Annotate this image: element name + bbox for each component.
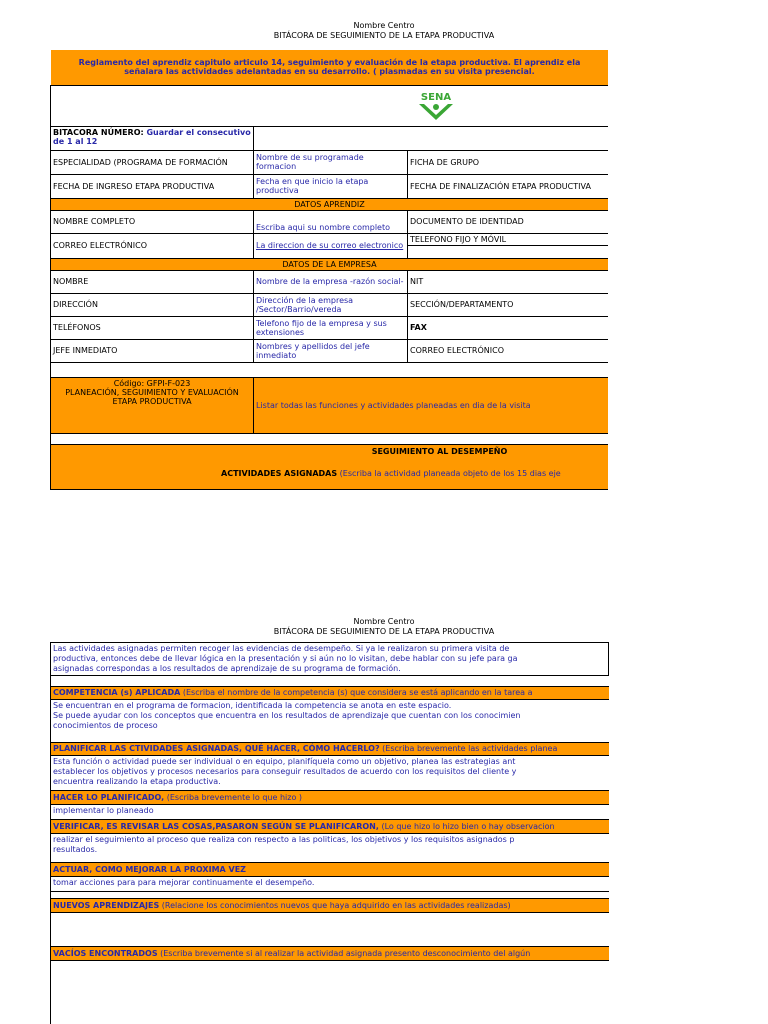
- especialidad-input[interactable]: Nombre de su programade formacion: [254, 150, 408, 174]
- competencia-header: COMPETENCIA (s) APLICADA (Escriba el nombre de la competencia (s) que considera se está aplicando en la tarea a: [51, 686, 609, 700]
- telefono-cell: [408, 233, 609, 258]
- intro-text: Las actividades asignadas permiten recoger las evidencias de desempeño. Si ya le realizaron su primera visita de productiva, entonces debe de llevar lógica en la presentación y si aún no lo visitan, debe hablar con su jefe para ga asignadas correspondas a los resultados de aprendizaje de su programa de formación.: [51, 642, 609, 676]
- verificar-header: VERIFICAR, ES REVISAR LAS COSAS,PASARON SEGÚN SE PLANIFICARON, (Lo que hizo lo hizo bien o hay observacion: [51, 820, 609, 834]
- vacios-body[interactable]: [51, 961, 609, 1001]
- page2-header: [50, 617, 718, 637]
- correo2-label: CORREO ELECTRÓNICO: [408, 339, 609, 362]
- verificar-body[interactable]: realizar el seguimiento al proceso que realiza con respecto a las politicas, los objetivos y los requisitos asignados p resultados.: [51, 834, 609, 863]
- fax-label: FAX: [408, 316, 609, 339]
- direccion-label: DIRECCIÓN: [51, 293, 254, 316]
- telefono-label: TELEFONO FIJO Y MÓVIL: [408, 234, 608, 246]
- actuar-header: ACTUAR, COMO MEJORAR LA PROXIMA VEZ: [51, 863, 609, 877]
- competencia-body[interactable]: Se encuentran en el programa de formacion, identificada la competencia se anota en este espacio. Se puede ayudar con los conceptos que encuentra en los resultados de aprendizaje que cuentan con los conocimien conocimientos de proceso: [53, 701, 521, 730]
- page1-sheet: [50, 50, 608, 490]
- bitacora-number-cell: BITACORA NÚMERO: Guardar el consecutivo de 1 al 12: [51, 126, 254, 150]
- center-name-2: Nombre Centro: [353, 617, 415, 626]
- nuevos-aprendizajes-header: NUEVOS APRENDIZAJES (Relacione los conocimientos nuevos que haya adquirido en las actividades realizadas): [51, 898, 609, 913]
- document-title-2: BITÁCORA DE SEGUIMIENTO DE LA ETAPA PRODUCTIVA: [273, 627, 495, 636]
- correo-label: CORREO ELECTRÓNICO: [51, 233, 254, 258]
- hacer-header: HACER LO PLANIFICADO, (Escriba brevemente lo que hizo ): [51, 791, 609, 805]
- fecha-ingreso-input[interactable]: Fecha en que inicio la etapa productiva: [254, 174, 408, 198]
- empresa-nombre-label: NOMBRE: [51, 270, 254, 293]
- empresa-nombre-input[interactable]: Nombre de la empresa -razón social-: [254, 270, 408, 293]
- planeacion-input[interactable]: Listar todas las funciones y actividades planeadas en dia de la visita: [254, 377, 609, 433]
- documento-label: DOCUMENTO DE IDENTIDAD: [408, 210, 609, 233]
- jefe-input[interactable]: Nombres y apellidos del jefe inmediato: [254, 339, 408, 362]
- planificar-body[interactable]: Esta función o actividad puede ser individual o en equipo, planifíquela como un objetivo, planea las estrategias ant establecer los objetivos y procesos necesarios para conseguir resultados de acuerdo con los requisitos del cliente y encuentra realizando la etapa productiva.: [51, 756, 609, 791]
- especialidad-label: ESPECIALIDAD (PROGRAMA DE FORMACIÓN: [51, 150, 254, 174]
- logo-text: SENA: [420, 91, 452, 103]
- bitacora-number-hint: Guardar el consecutivo de 1 al 12: [53, 127, 251, 146]
- nombre-completo-input[interactable]: Escriba aqui su nombre completo: [254, 210, 408, 233]
- nombre-completo-label: NOMBRE COMPLETO: [51, 210, 254, 233]
- page1-header: [50, 21, 718, 41]
- hacer-body[interactable]: implementar lo planeado: [51, 805, 609, 820]
- nuevos-aprendizajes-body[interactable]: [51, 913, 609, 946]
- jefe-label: JEFE INMEDIATO: [51, 339, 254, 362]
- page2-sheet: [50, 642, 609, 1024]
- ficha-label: FICHA DE GRUPO: [408, 150, 609, 174]
- planeacion-title-cell: [51, 377, 254, 433]
- logo-row: [51, 85, 609, 126]
- regulation-text: Reglamento del aprendiz capitulo articulo 14, seguimiento y evaluación de la etapa productiva. El aprendiz ela señalara las actividades adelantadas en su desarrollo. ( plasmadas en su visita presencial.: [51, 50, 609, 85]
- actuar-body[interactable]: tomar acciones para para mejorar continuamente el desempeño.: [51, 877, 609, 892]
- document-title: BITÁCORA DE SEGUIMIENTO DE LA ETAPA PRODUCTIVA: [273, 31, 495, 40]
- seguimiento-title: SEGUIMIENTO AL DESEMPEÑO: [371, 446, 508, 456]
- direccion-input[interactable]: Dirección de la empresa /Sector/Barrio/vereda: [254, 293, 408, 316]
- datos-aprendiz-header: DATOS APRENDIZ: [51, 198, 609, 210]
- center-name: Nombre Centro: [353, 21, 415, 30]
- actividades-hint[interactable]: (Escriba la actividad planeada objeto de los 15 dias eje: [339, 468, 561, 478]
- bitacora-form-table: [50, 50, 608, 490]
- vacios-header: VACÍOS ENCONTRADOS (Escriba brevemente si al realizar la actividad asignada presento desconocimiento del algún: [51, 946, 609, 961]
- form-code: Código: GFPI-F-023: [113, 378, 191, 388]
- seguimiento-section: [51, 444, 609, 489]
- datos-empresa-header: DATOS DE LA EMPRESA: [51, 258, 609, 270]
- sena-logo-icon: [51, 86, 607, 124]
- correo-input[interactable]: La direccion de su correo electronico: [254, 233, 408, 258]
- actividades-asignadas: ACTIVIDADES ASIGNADAS (Escriba la actividad planeada objeto de los 15 dias eje: [221, 468, 561, 478]
- blank-row-2: [51, 433, 609, 444]
- planeacion-title: PLANEACIÓN, SEGUIMIENTO Y EVALUACIÓN ETAPA PRODUCTIVA: [65, 387, 239, 406]
- telefonos-label: TELÉFONOS: [51, 316, 254, 339]
- telefonos-input[interactable]: Telefono fijo de la empresa y sus extensiones: [254, 316, 408, 339]
- fecha-ingreso-label: FECHA DE INGRESO ETAPA PRODUCTIVA: [51, 174, 254, 198]
- bitacora-number-input[interactable]: [254, 126, 609, 150]
- seccion-label: SECCIÓN/DEPARTAMENTO: [408, 293, 609, 316]
- nit-label: NIT: [408, 270, 609, 293]
- blank-row: [51, 362, 609, 377]
- regulation-row: [51, 50, 609, 85]
- planificar-header: PLANIFICAR LAS CTIVIDADES ASIGNADAS, QUÉ HACER, CÓMO HACERLO? (Escriba brevemente las actividades planea: [51, 742, 609, 756]
- fecha-fin-label: FECHA DE FINALIZACIÓN ETAPA PRODUCTIVA: [408, 174, 609, 198]
